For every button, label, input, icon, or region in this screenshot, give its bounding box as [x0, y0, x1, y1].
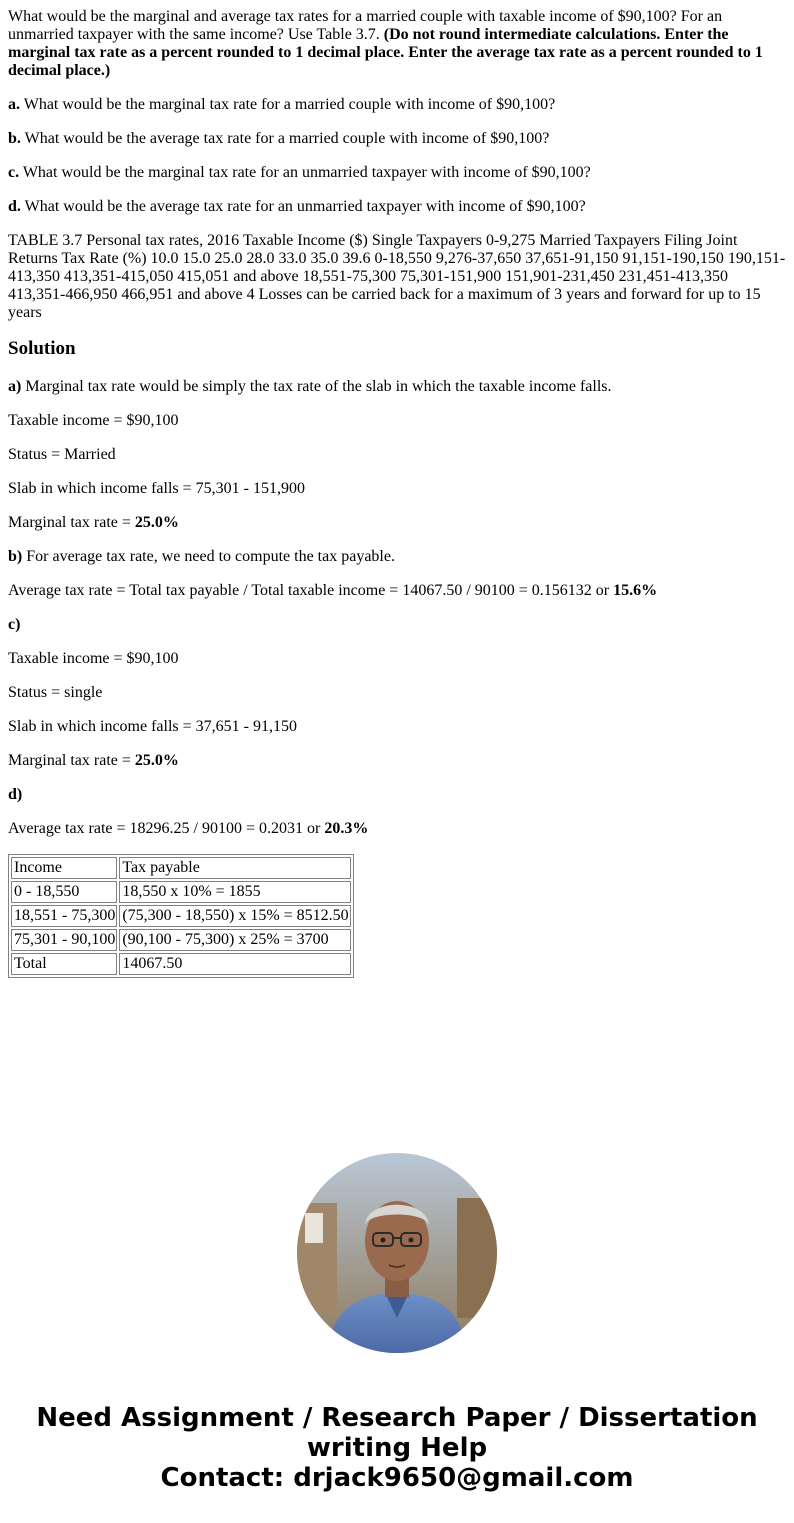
solution-a-slab: Slab in which income falls = 75,301 - 151,900: [8, 480, 305, 497]
solution-label: c): [8, 616, 21, 633]
rate-value: 15.6%: [613, 582, 658, 599]
question-intro: [8, 8, 788, 80]
banner-line-1: Need Assignment / Research Paper / Dissertation: [36, 1403, 758, 1433]
table-header-cell: Tax payable: [119, 857, 350, 879]
table-header-cell: Income: [11, 857, 117, 879]
table-row: [11, 929, 351, 951]
solution-c-income: Taxable income = $90,100: [8, 650, 179, 667]
author-photo: [297, 1153, 497, 1353]
solution-c-rate: [8, 752, 788, 770]
solution-b-intro: [8, 548, 788, 566]
table-cell: Total: [11, 953, 117, 975]
part-letter: d.: [8, 198, 21, 215]
table-cell: 18,551 - 75,300: [11, 905, 117, 927]
part-text: What would be the marginal tax rate for a married couple with income of $90,100?: [20, 96, 556, 113]
tax-payable-table: [8, 854, 354, 978]
solution-c-status: Status = single: [8, 684, 103, 701]
solution-a-intro: [8, 378, 788, 396]
table-cell: 18,550 x 10% = 1855: [119, 881, 350, 903]
question-part-d: [8, 198, 788, 216]
solution-text: For average tax rate, we need to compute the tax payable.: [22, 548, 395, 565]
table-cell: (90,100 - 75,300) x 25% = 3700: [119, 929, 350, 951]
question-part-b: [8, 130, 788, 148]
table-cell: (75,300 - 18,550) x 15% = 8512.50: [119, 905, 350, 927]
question-instructions: (Do not round intermediate calculations. Enter the marginal tax rate as a percent rounded to 1 decimal place. Enter the average tax rate as a percent rounded to 1 decimal place.): [8, 26, 763, 79]
part-letter: c.: [8, 164, 20, 181]
rate-value: 20.3%: [324, 820, 369, 837]
solution-a-rate: [8, 514, 788, 532]
solution-heading: Solution: [8, 338, 76, 359]
banner-line-2: writing Help: [306, 1433, 488, 1463]
solution-d-formula: [8, 820, 788, 838]
solution-c-slab: Slab in which income falls = 37,651 - 91,150: [8, 718, 297, 735]
formula-text: Average tax rate = 18296.25 / 90100 = 0.2031 or: [8, 820, 325, 837]
table-row: [11, 881, 351, 903]
solution-label: a): [8, 378, 22, 395]
solution-label: b): [8, 548, 23, 565]
table-cell: 75,301 - 90,100: [11, 929, 117, 951]
question-part-a: [8, 96, 788, 114]
question-part-c: [8, 164, 788, 182]
formula-text: Average tax rate = Total tax payable / Total taxable income = 14067.50 / 90100 = 0.156132 or: [8, 582, 614, 599]
solution-b-formula: [8, 582, 788, 600]
solution-a-status: Status = Married: [8, 446, 116, 463]
table-row: [11, 905, 351, 927]
author-avatar: [297, 1153, 497, 1353]
table-header-row: [11, 857, 351, 879]
part-text: What would be the average tax rate for an unmarried taxpayer with income of $90,100?: [20, 198, 586, 215]
document-body: [8, 8, 788, 978]
rate-label: Marginal tax rate =: [8, 514, 135, 531]
part-letter: b.: [8, 130, 21, 147]
part-letter: a.: [8, 96, 20, 113]
solution-d-label: [8, 786, 788, 804]
part-text: What would be the marginal tax rate for an unmarried taxpayer with income of $90,100?: [19, 164, 591, 181]
solution-label: d): [8, 786, 23, 803]
table-row: [11, 953, 351, 975]
rate-label: Marginal tax rate =: [8, 752, 135, 769]
solution-c-label: [8, 616, 788, 634]
question-intro-text: What would be the marginal and average tax rates for a married couple with taxable income of $90,100? For an unmarried taxpayer with the same income? Use Table 3.7.: [8, 8, 723, 43]
rate-value: 25.0%: [134, 752, 179, 769]
promo-banner: [0, 1403, 794, 1493]
part-text: What would be the average tax rate for a married couple with income of $90,100?: [20, 130, 550, 147]
solution-a-income: Taxable income = $90,100: [8, 412, 179, 429]
rate-value: 25.0%: [134, 514, 179, 531]
table-cell: 0 - 18,550: [11, 881, 117, 903]
table-cell: 14067.50: [119, 953, 350, 975]
solution-text: Marginal tax rate would be simply the tax rate of the slab in which the taxable income falls.: [21, 378, 612, 395]
banner-contact: Contact: drjack9650@gmail.com: [160, 1463, 634, 1493]
table-3-7-text: TABLE 3.7 Personal tax rates, 2016 Taxable Income ($) Single Taxpayers 0-9,275 Married Taxpayers Filing Joint Returns Tax Rate (%) 10.0 15.0 25.0 28.0 33.0 35.0 39.6 0-18,550 9,276-37,650 37,651-91,150 91,151-190,150 190,151-413,350 413,351-415,050 415,051 and above 18,551-75,300 75,301-151,900 151,901-231,450 231,451-413,350 413,351-466,950 466,951 and above 4 Losses can be carried back for a maximum of 3 years and forward for up to 15 years: [8, 232, 786, 321]
